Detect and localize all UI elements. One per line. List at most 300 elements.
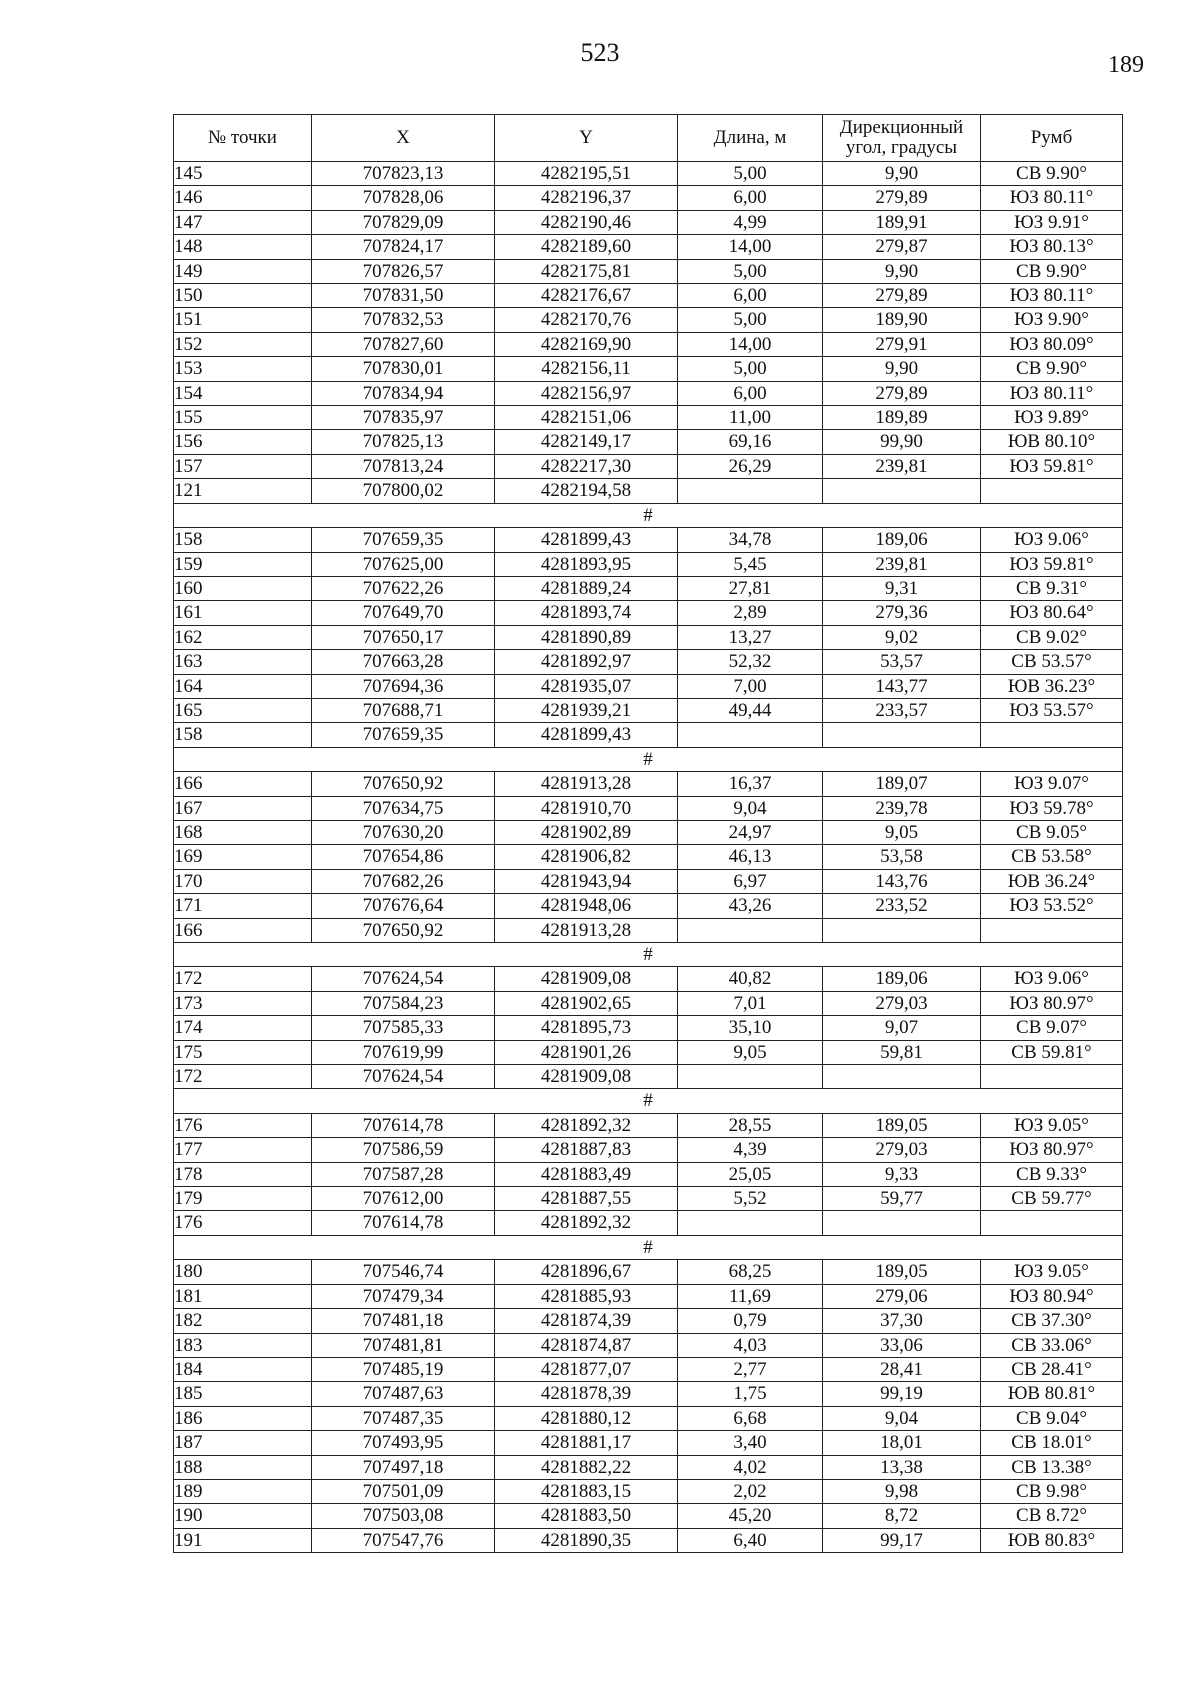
x-cell: 707832,53 — [312, 308, 495, 332]
length-cell: 43,26 — [678, 894, 823, 918]
separator-cell: # — [174, 1235, 1123, 1259]
table-row — [174, 674, 1123, 698]
x-cell: 707614,78 — [312, 1113, 495, 1137]
bearing-cell: ЮЗ 80.94° — [981, 1284, 1123, 1308]
length-cell: 7,00 — [678, 674, 823, 698]
bearing-cell: СВ 18.01° — [981, 1431, 1123, 1455]
header-row — [174, 115, 1123, 162]
length-cell: 4,99 — [678, 210, 823, 234]
y-cell: 4281910,70 — [495, 796, 678, 820]
table-row — [174, 918, 1123, 942]
x-cell: 707634,75 — [312, 796, 495, 820]
angle-cell: 189,06 — [823, 528, 981, 552]
angle-cell: 189,90 — [823, 308, 981, 332]
x-cell: 707835,97 — [312, 406, 495, 430]
y-cell: 4281899,43 — [495, 723, 678, 747]
table-row — [174, 1528, 1123, 1552]
y-cell: 4281892,32 — [495, 1211, 678, 1235]
x-cell: 707650,92 — [312, 918, 495, 942]
angle-cell: 9,90 — [823, 357, 981, 381]
point-number-cell: 152 — [174, 332, 312, 356]
angle-cell: 189,07 — [823, 772, 981, 796]
separator-cell: # — [174, 943, 1123, 967]
table-row — [174, 1260, 1123, 1284]
length-cell: 35,10 — [678, 1016, 823, 1040]
y-cell: 4282169,90 — [495, 332, 678, 356]
length-cell: 27,81 — [678, 576, 823, 600]
length-cell: 16,37 — [678, 772, 823, 796]
y-cell: 4282189,60 — [495, 235, 678, 259]
bearing-cell — [981, 723, 1123, 747]
y-cell: 4282156,97 — [495, 381, 678, 405]
bearing-cell — [981, 1211, 1123, 1235]
angle-cell: 9,05 — [823, 820, 981, 844]
bearing-cell: ЮЗ 80.64° — [981, 601, 1123, 625]
bearing-cell: ЮЗ 80.97° — [981, 1138, 1123, 1162]
bearing-cell: ЮВ 36.23° — [981, 674, 1123, 698]
bearing-cell: СВ 9.07° — [981, 1016, 1123, 1040]
length-cell: 4,02 — [678, 1455, 823, 1479]
table-row — [174, 308, 1123, 332]
bearing-cell: СВ 9.05° — [981, 820, 1123, 844]
x-cell: 707826,57 — [312, 259, 495, 283]
y-cell: 4282196,37 — [495, 186, 678, 210]
x-cell: 707830,01 — [312, 357, 495, 381]
bearing-cell: СВ 28.41° — [981, 1357, 1123, 1381]
y-cell: 4282149,17 — [495, 430, 678, 454]
header-x: X — [312, 115, 495, 162]
length-cell: 5,45 — [678, 552, 823, 576]
length-cell: 6,00 — [678, 186, 823, 210]
angle-cell: 239,81 — [823, 552, 981, 576]
x-cell: 707824,17 — [312, 235, 495, 259]
angle-cell: 9,90 — [823, 259, 981, 283]
table-row — [174, 698, 1123, 722]
table-row — [174, 235, 1123, 259]
length-cell: 5,00 — [678, 357, 823, 381]
table-row — [174, 1162, 1123, 1186]
point-number-cell: 186 — [174, 1406, 312, 1430]
bearing-cell — [981, 918, 1123, 942]
point-number-cell: 171 — [174, 894, 312, 918]
bearing-cell: СВ 59.77° — [981, 1187, 1123, 1211]
bearing-cell — [981, 1065, 1123, 1089]
table-row — [174, 1211, 1123, 1235]
length-cell: 2,02 — [678, 1479, 823, 1503]
length-cell: 5,52 — [678, 1187, 823, 1211]
x-cell: 707624,54 — [312, 1065, 495, 1089]
table-row — [174, 528, 1123, 552]
bearing-cell: ЮЗ 80.11° — [981, 186, 1123, 210]
table-body — [174, 162, 1123, 1553]
x-cell: 707585,33 — [312, 1016, 495, 1040]
table-row — [174, 1284, 1123, 1308]
y-cell: 4281892,97 — [495, 650, 678, 674]
x-cell: 707612,00 — [312, 1187, 495, 1211]
table-row — [174, 723, 1123, 747]
point-number-cell: 145 — [174, 162, 312, 186]
angle-cell: 59,77 — [823, 1187, 981, 1211]
table-row — [174, 454, 1123, 478]
point-number-cell: 158 — [174, 528, 312, 552]
contour-separator-row — [174, 1235, 1123, 1259]
y-cell: 4281878,39 — [495, 1382, 678, 1406]
length-cell: 11,00 — [678, 406, 823, 430]
length-cell: 3,40 — [678, 1431, 823, 1455]
angle-cell: 53,58 — [823, 845, 981, 869]
table-row — [174, 1016, 1123, 1040]
angle-cell: 99,17 — [823, 1528, 981, 1552]
y-cell: 4281877,07 — [495, 1357, 678, 1381]
table-row — [174, 186, 1123, 210]
angle-cell: 28,41 — [823, 1357, 981, 1381]
angle-cell: 189,05 — [823, 1113, 981, 1137]
x-cell: 707813,24 — [312, 454, 495, 478]
point-number-cell: 170 — [174, 869, 312, 893]
angle-cell: 53,57 — [823, 650, 981, 674]
separator-cell: # — [174, 747, 1123, 771]
table-row — [174, 1138, 1123, 1162]
point-number-cell: 172 — [174, 1065, 312, 1089]
y-cell: 4281890,89 — [495, 625, 678, 649]
y-cell: 4281889,24 — [495, 576, 678, 600]
point-number-cell: 175 — [174, 1040, 312, 1064]
x-cell: 707481,18 — [312, 1309, 495, 1333]
bearing-cell: ЮЗ 80.13° — [981, 235, 1123, 259]
x-cell: 707584,23 — [312, 991, 495, 1015]
angle-cell: 9,02 — [823, 625, 981, 649]
table-row — [174, 259, 1123, 283]
length-cell: 6,00 — [678, 381, 823, 405]
y-cell: 4281913,28 — [495, 772, 678, 796]
length-cell: 9,04 — [678, 796, 823, 820]
y-cell: 4281881,17 — [495, 1431, 678, 1455]
y-cell: 4281887,55 — [495, 1187, 678, 1211]
angle-cell: 233,57 — [823, 698, 981, 722]
bearing-cell: ЮЗ 59.81° — [981, 552, 1123, 576]
length-cell: 9,05 — [678, 1040, 823, 1064]
point-number-cell: 181 — [174, 1284, 312, 1308]
length-cell: 40,82 — [678, 967, 823, 991]
y-cell: 4281874,39 — [495, 1309, 678, 1333]
point-number-cell: 184 — [174, 1357, 312, 1381]
point-number-cell: 121 — [174, 479, 312, 503]
contour-separator-row — [174, 747, 1123, 771]
bearing-cell: СВ 9.90° — [981, 259, 1123, 283]
point-number-cell: 165 — [174, 698, 312, 722]
x-cell: 707546,74 — [312, 1260, 495, 1284]
x-cell: 707829,09 — [312, 210, 495, 234]
table-row — [174, 284, 1123, 308]
bearing-cell: ЮЗ 59.81° — [981, 454, 1123, 478]
header-point-number: № точки — [174, 115, 312, 162]
length-cell: 13,27 — [678, 625, 823, 649]
table-row — [174, 1113, 1123, 1137]
x-cell: 707493,95 — [312, 1431, 495, 1455]
x-cell: 707831,50 — [312, 284, 495, 308]
point-number-cell: 185 — [174, 1382, 312, 1406]
x-cell: 707479,34 — [312, 1284, 495, 1308]
length-cell: 11,69 — [678, 1284, 823, 1308]
length-cell: 2,89 — [678, 601, 823, 625]
point-number-cell: 172 — [174, 967, 312, 991]
y-cell: 4281895,73 — [495, 1016, 678, 1040]
table-header — [174, 115, 1123, 162]
angle-cell: 239,78 — [823, 796, 981, 820]
table-row — [174, 1406, 1123, 1430]
y-cell: 4281882,22 — [495, 1455, 678, 1479]
table-row — [174, 1065, 1123, 1089]
point-number-cell: 166 — [174, 918, 312, 942]
length-cell: 68,25 — [678, 1260, 823, 1284]
angle-cell: 37,30 — [823, 1309, 981, 1333]
point-number-cell: 162 — [174, 625, 312, 649]
angle-cell: 239,81 — [823, 454, 981, 478]
length-cell — [678, 479, 823, 503]
x-cell: 707800,02 — [312, 479, 495, 503]
x-cell: 707663,28 — [312, 650, 495, 674]
y-cell: 4281906,82 — [495, 845, 678, 869]
angle-cell: 143,77 — [823, 674, 981, 698]
bearing-cell: СВ 9.98° — [981, 1479, 1123, 1503]
y-cell: 4281902,65 — [495, 991, 678, 1015]
table-row — [174, 357, 1123, 381]
length-cell: 4,39 — [678, 1138, 823, 1162]
point-number-cell: 149 — [174, 259, 312, 283]
length-cell: 28,55 — [678, 1113, 823, 1137]
length-cell — [678, 1065, 823, 1089]
point-number-cell: 176 — [174, 1113, 312, 1137]
x-cell: 707650,92 — [312, 772, 495, 796]
length-cell: 5,00 — [678, 308, 823, 332]
y-cell: 4281935,07 — [495, 674, 678, 698]
x-cell: 707485,19 — [312, 1357, 495, 1381]
angle-cell: 279,03 — [823, 1138, 981, 1162]
angle-cell: 18,01 — [823, 1431, 981, 1455]
table-row — [174, 210, 1123, 234]
angle-cell: 279,91 — [823, 332, 981, 356]
header-direction-angle: Дирекционный угол, градусы — [823, 115, 981, 162]
table-row — [174, 381, 1123, 405]
length-cell: 7,01 — [678, 991, 823, 1015]
angle-cell: 279,89 — [823, 284, 981, 308]
y-cell: 4281874,87 — [495, 1333, 678, 1357]
y-cell: 4282151,06 — [495, 406, 678, 430]
length-cell: 4,03 — [678, 1333, 823, 1357]
y-cell: 4281883,49 — [495, 1162, 678, 1186]
angle-cell: 279,36 — [823, 601, 981, 625]
length-cell — [678, 1211, 823, 1235]
table-row — [174, 820, 1123, 844]
table-row — [174, 625, 1123, 649]
x-cell: 707622,26 — [312, 576, 495, 600]
length-cell: 46,13 — [678, 845, 823, 869]
point-number-cell: 159 — [174, 552, 312, 576]
bearing-cell: СВ 8.72° — [981, 1504, 1123, 1528]
angle-cell: 143,76 — [823, 869, 981, 893]
length-cell: 34,78 — [678, 528, 823, 552]
table-row — [174, 601, 1123, 625]
table-row — [174, 552, 1123, 576]
table-row — [174, 1040, 1123, 1064]
angle-cell: 9,04 — [823, 1406, 981, 1430]
angle-cell: 9,33 — [823, 1162, 981, 1186]
bearing-cell: СВ 9.02° — [981, 625, 1123, 649]
x-cell: 707625,00 — [312, 552, 495, 576]
angle-cell: 33,06 — [823, 1333, 981, 1357]
point-number-cell: 147 — [174, 210, 312, 234]
table-row — [174, 406, 1123, 430]
y-cell: 4281901,26 — [495, 1040, 678, 1064]
bearing-cell: ЮЗ 59.78° — [981, 796, 1123, 820]
length-cell: 14,00 — [678, 332, 823, 356]
table-row — [174, 1431, 1123, 1455]
point-number-cell: 153 — [174, 357, 312, 381]
header-length: Длина, м — [678, 115, 823, 162]
point-number-cell: 154 — [174, 381, 312, 405]
point-number-cell: 166 — [174, 772, 312, 796]
length-cell: 6,97 — [678, 869, 823, 893]
x-cell: 707654,86 — [312, 845, 495, 869]
angle-cell: 99,90 — [823, 430, 981, 454]
bearing-cell: ЮЗ 80.11° — [981, 284, 1123, 308]
point-number-cell: 168 — [174, 820, 312, 844]
y-cell: 4281883,15 — [495, 1479, 678, 1503]
y-cell: 4281890,35 — [495, 1528, 678, 1552]
bearing-cell: СВ 9.33° — [981, 1162, 1123, 1186]
x-cell: 707614,78 — [312, 1211, 495, 1235]
y-cell: 4281887,83 — [495, 1138, 678, 1162]
point-number-cell: 182 — [174, 1309, 312, 1333]
length-cell: 49,44 — [678, 698, 823, 722]
y-cell: 4281948,06 — [495, 894, 678, 918]
length-cell: 5,00 — [678, 259, 823, 283]
length-cell: 45,20 — [678, 1504, 823, 1528]
angle-cell: 189,05 — [823, 1260, 981, 1284]
x-cell: 707825,13 — [312, 430, 495, 454]
x-cell: 707487,35 — [312, 1406, 495, 1430]
x-cell: 707828,06 — [312, 186, 495, 210]
table-row — [174, 162, 1123, 186]
bearing-cell: ЮЗ 9.89° — [981, 406, 1123, 430]
y-cell: 4281909,08 — [495, 1065, 678, 1089]
y-cell: 4282175,81 — [495, 259, 678, 283]
table-row — [174, 991, 1123, 1015]
x-cell: 707503,08 — [312, 1504, 495, 1528]
length-cell: 0,79 — [678, 1309, 823, 1333]
table-row — [174, 1479, 1123, 1503]
angle-cell: 13,38 — [823, 1455, 981, 1479]
table-row — [174, 845, 1123, 869]
length-cell: 6,40 — [678, 1528, 823, 1552]
y-cell: 4281892,32 — [495, 1113, 678, 1137]
table-row — [174, 479, 1123, 503]
contour-separator-row — [174, 943, 1123, 967]
angle-cell — [823, 918, 981, 942]
x-cell: 707650,17 — [312, 625, 495, 649]
x-cell: 707481,81 — [312, 1333, 495, 1357]
x-cell: 707487,63 — [312, 1382, 495, 1406]
bearing-cell: ЮЗ 80.97° — [981, 991, 1123, 1015]
bearing-cell: ЮВ 80.83° — [981, 1528, 1123, 1552]
separator-cell: # — [174, 1089, 1123, 1113]
bearing-cell: СВ 9.04° — [981, 1406, 1123, 1430]
bearing-cell: ЮЗ 9.91° — [981, 210, 1123, 234]
point-number-cell: 176 — [174, 1211, 312, 1235]
table-row — [174, 869, 1123, 893]
point-number-cell: 155 — [174, 406, 312, 430]
length-cell: 2,77 — [678, 1357, 823, 1381]
angle-cell: 9,90 — [823, 162, 981, 186]
angle-cell: 279,89 — [823, 381, 981, 405]
bearing-cell: ЮЗ 80.09° — [981, 332, 1123, 356]
contour-separator-row — [174, 1089, 1123, 1113]
bearing-cell: ЮЗ 9.07° — [981, 772, 1123, 796]
x-cell: 707619,99 — [312, 1040, 495, 1064]
table-row — [174, 1333, 1123, 1357]
point-number-cell: 187 — [174, 1431, 312, 1455]
y-cell: 4282170,76 — [495, 308, 678, 332]
bearing-cell: ЮВ 36.24° — [981, 869, 1123, 893]
y-cell: 4281893,95 — [495, 552, 678, 576]
point-number-cell: 183 — [174, 1333, 312, 1357]
point-number-cell: 174 — [174, 1016, 312, 1040]
y-cell: 4281913,28 — [495, 918, 678, 942]
x-cell: 707659,35 — [312, 723, 495, 747]
table-row — [174, 1455, 1123, 1479]
bearing-cell: СВ 9.31° — [981, 576, 1123, 600]
point-number-cell: 179 — [174, 1187, 312, 1211]
angle-cell: 189,91 — [823, 210, 981, 234]
length-cell: 5,00 — [678, 162, 823, 186]
point-number-cell: 169 — [174, 845, 312, 869]
angle-cell — [823, 479, 981, 503]
point-number-cell: 157 — [174, 454, 312, 478]
angle-cell: 9,07 — [823, 1016, 981, 1040]
angle-cell: 59,81 — [823, 1040, 981, 1064]
coordinates-table — [173, 114, 1123, 1553]
point-number-cell: 167 — [174, 796, 312, 820]
x-cell: 707682,26 — [312, 869, 495, 893]
point-number-cell: 148 — [174, 235, 312, 259]
y-cell: 4282194,58 — [495, 479, 678, 503]
length-cell: 14,00 — [678, 235, 823, 259]
x-cell: 707688,71 — [312, 698, 495, 722]
y-cell: 4281880,12 — [495, 1406, 678, 1430]
angle-cell: 9,31 — [823, 576, 981, 600]
angle-cell: 8,72 — [823, 1504, 981, 1528]
point-number-cell: 191 — [174, 1528, 312, 1552]
point-number-cell: 150 — [174, 284, 312, 308]
point-number-cell: 163 — [174, 650, 312, 674]
y-cell: 4282190,46 — [495, 210, 678, 234]
angle-cell — [823, 1211, 981, 1235]
table-row — [174, 332, 1123, 356]
y-cell: 4282195,51 — [495, 162, 678, 186]
point-number-cell: 164 — [174, 674, 312, 698]
table-row — [174, 772, 1123, 796]
x-cell: 707586,59 — [312, 1138, 495, 1162]
length-cell: 1,75 — [678, 1382, 823, 1406]
point-number-cell: 180 — [174, 1260, 312, 1284]
table-row — [174, 1382, 1123, 1406]
x-cell: 707676,64 — [312, 894, 495, 918]
table-row — [174, 1357, 1123, 1381]
table-row — [174, 1187, 1123, 1211]
point-number-cell: 189 — [174, 1479, 312, 1503]
angle-cell: 279,06 — [823, 1284, 981, 1308]
y-cell: 4281883,50 — [495, 1504, 678, 1528]
